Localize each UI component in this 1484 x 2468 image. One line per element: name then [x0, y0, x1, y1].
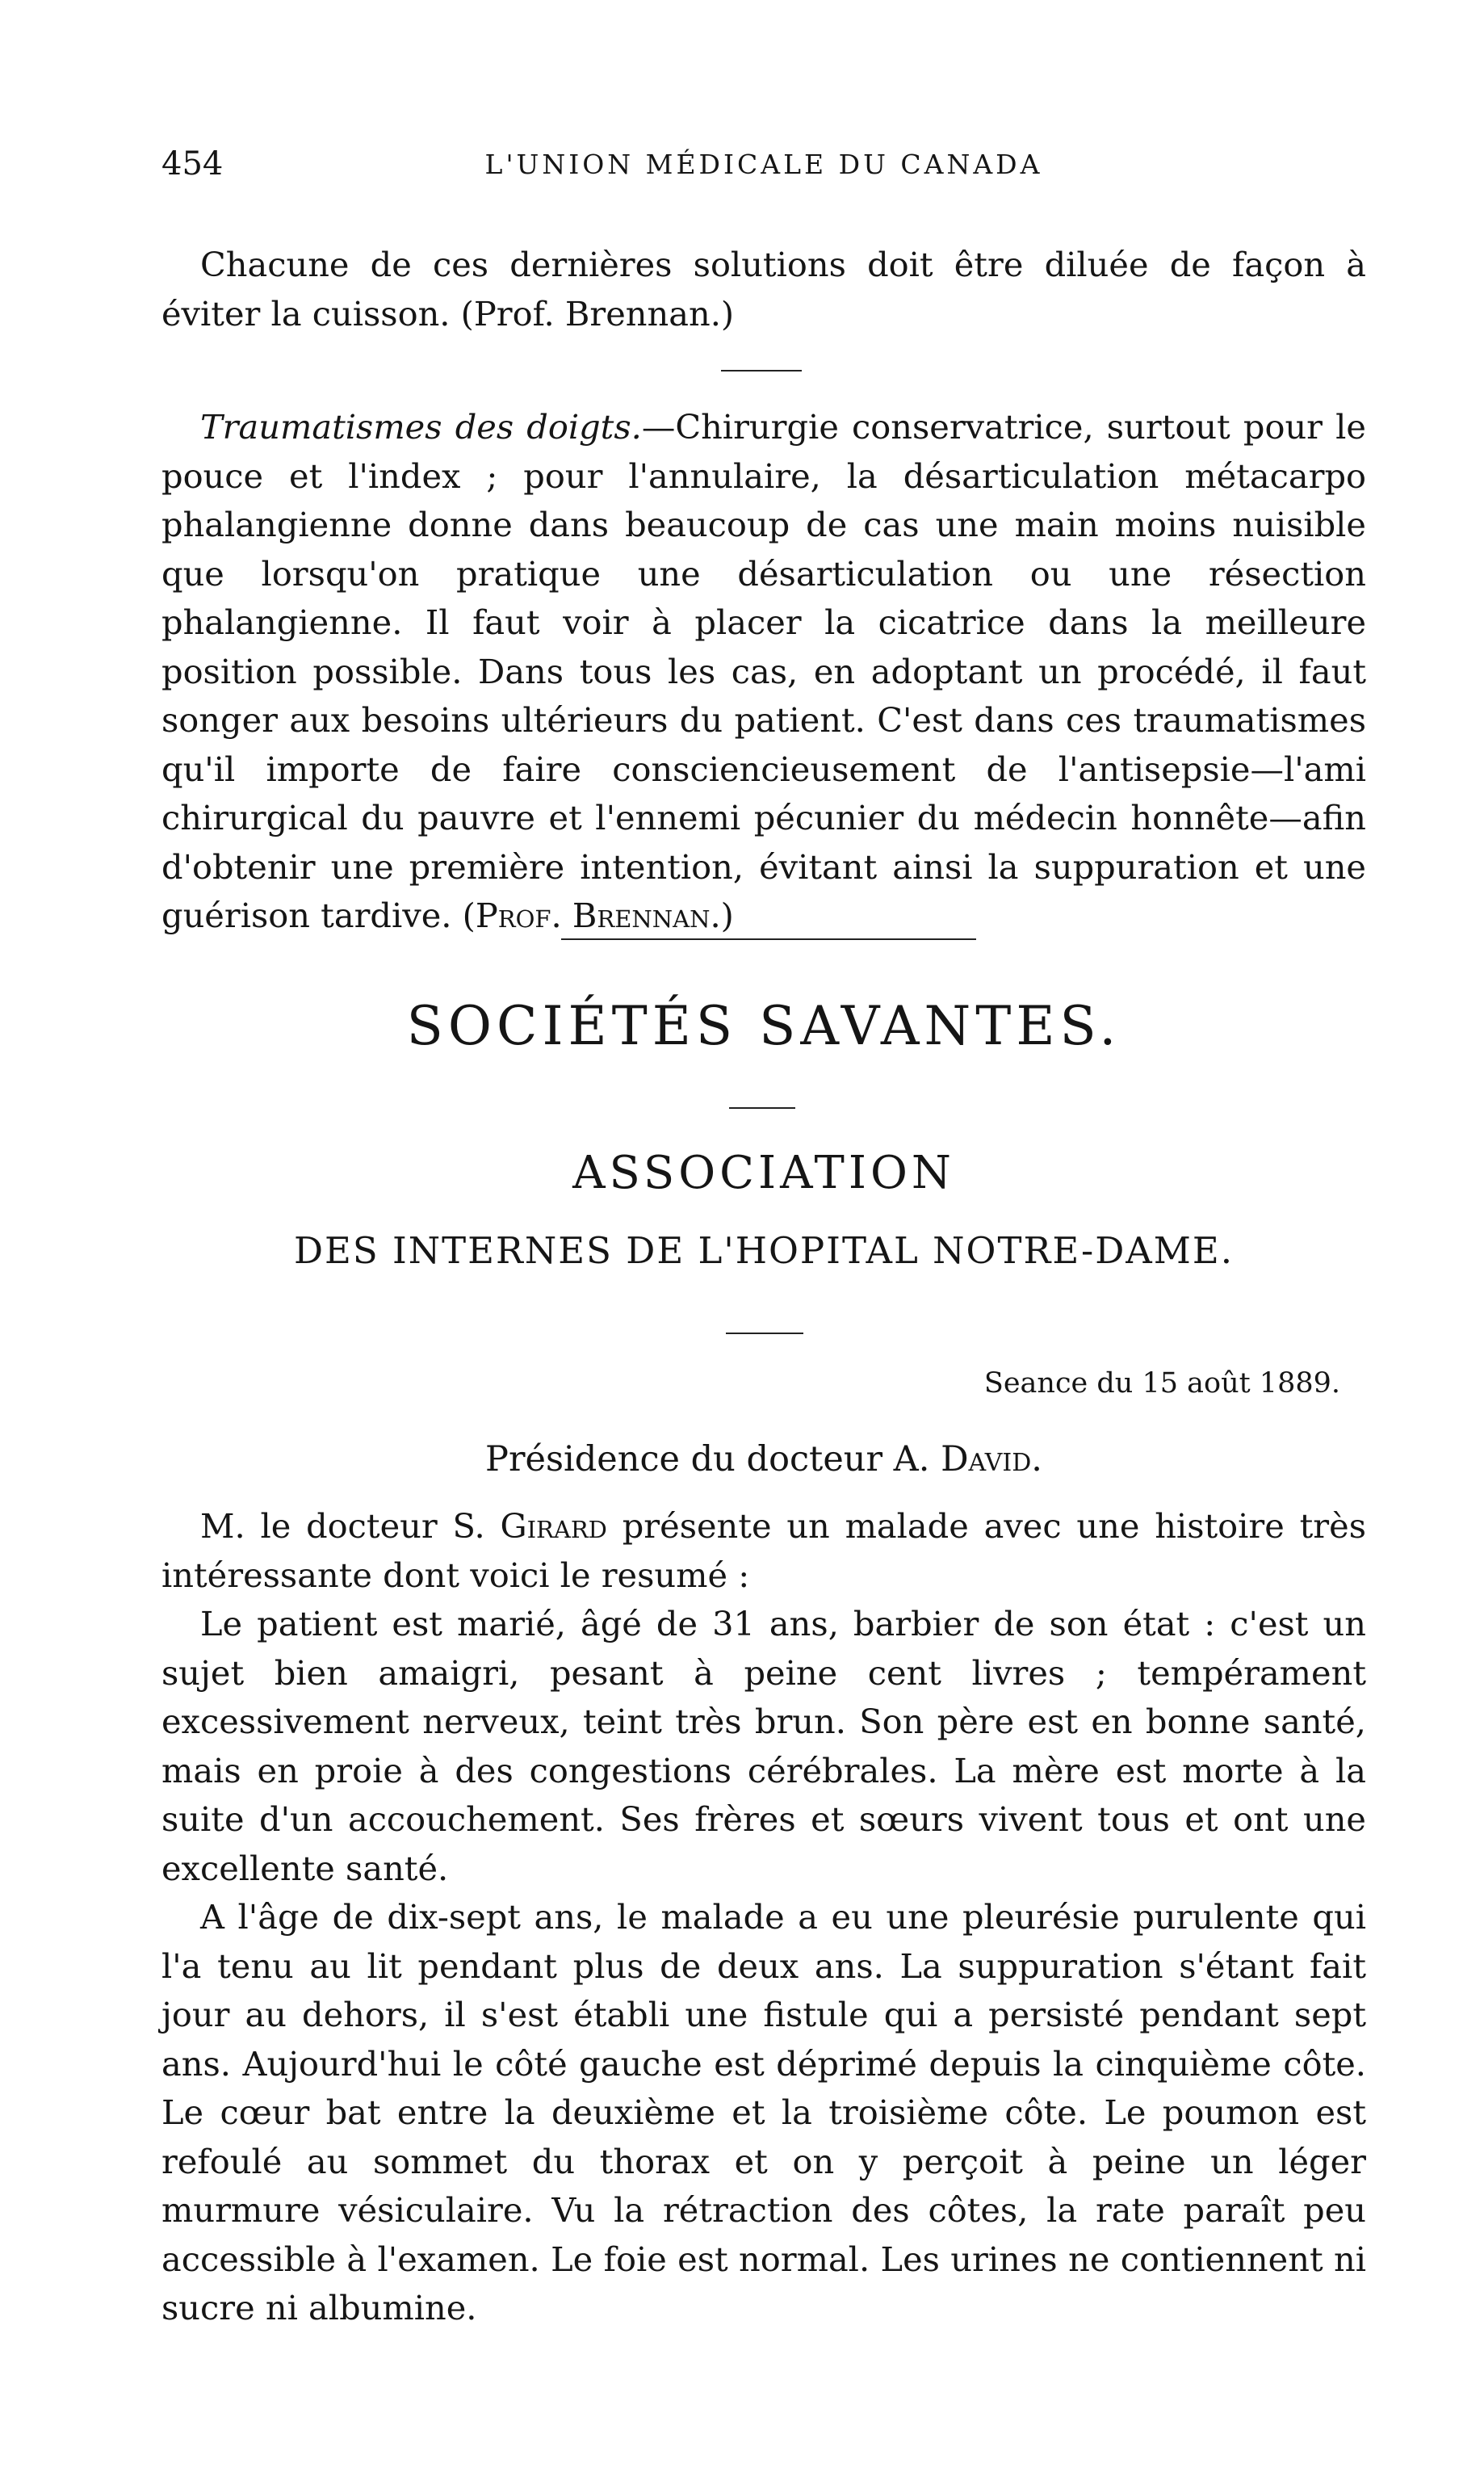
- section-subtitle-2: DES INTERNES DE L'HOPITAL NOTRE-DAME.: [293, 1229, 1235, 1272]
- subtitle-divider: [726, 1333, 803, 1334]
- section-title: SOCIÉTÉS SAVANTES.: [406, 995, 1121, 1057]
- running-head: L'UNION MÉDICALE DU CANADA: [484, 149, 1043, 180]
- traumatismes-signature: (Prof. Brennan.): [462, 896, 734, 935]
- presidence-prefix: Présidence du docteur A.: [485, 1439, 941, 1480]
- continuation-paragraph-block: [161, 241, 1366, 338]
- report-p1-prefix: M. le docteur S.: [200, 1506, 501, 1546]
- section-subtitle: ASSOCIATION: [572, 1147, 955, 1199]
- report-paragraph-3: A l'âge de dix-sept ans, le malade a eu une pleurésie purulente qui l'a tenu au lit pendant plus de deux ans. La suppuration s'étant fait jour au dehors, il s'est établi une fistule qui a persisté pendant sept ans. Aujourd'hui le côté gauche est déprimé depuis la cinquième côte. Le cœur bat entre la deuxième et la troisième côte. Le poumon est refoulé au sommet du thorax et on y perçoit à peine un léger murmure vésiculaire. Vu la rétraction des côtes, la rate paraît peu accessible à l'examen. Le foie est normal. Les urines ne contiennent ni sucre ni albumine.: [161, 1897, 1366, 2327]
- traumatismes-paragraph: [161, 403, 1366, 941]
- report-p1-text: présente un malade avec une histoire très intéressante dont voici le resumé :: [161, 1506, 1366, 1595]
- page-header: [161, 145, 1366, 194]
- traumatismes-heading: Traumatismes des doigts.: [200, 407, 642, 447]
- report-p1-name: Girard: [500, 1506, 607, 1546]
- traumatismes-text: —Chirurgie conservatrice, surtout pour le pouce et l'index ; pour l'annulaire, la désarticulation métacarpo phalangienne donne dans beaucoup de cas une main moins nuisible que lorsqu'on pratique une désarticulation ou une résection phalangienne. Il faut voir à placer la cicatrice dans la meilleure position possible. Dans tous les cas, en adoptant un procédé, il faut songer aux besoins ultérieurs du patient. C'est dans ces traumatismes qu'il importe de faire consciencieusement de l'antisepsie—l'ami chirurgical du pauvre et l'ennemi pécunier du médecin honnête—afin d'obtenir une première intention, évitant ainsi la suppuration et une guérison tardive.: [161, 407, 1366, 935]
- report-paragraph-1: [161, 1502, 1366, 1600]
- seance-date: Seance du 15 août 1889.: [983, 1367, 1340, 1400]
- short-divider: [721, 370, 802, 371]
- continuation-paragraph: Chacune de ces dernières solutions doit être diluée de façon à éviter la cuisson. (Prof. Brennan.): [161, 245, 1366, 334]
- presidence-name: David.: [941, 1439, 1042, 1480]
- page-number: 454: [161, 145, 224, 183]
- traumatismes-block: [161, 403, 1366, 941]
- report-paragraph-2: Le patient est marié, âgé de 31 ans, barbier de son état : c'est un sujet bien amaigri, pesant à peine cent livres ; tempérament excessivement nerveux, teint très brun. Son père est en bonne santé, mais en proie à des congestions cérébrales. La mère est morte à la suite d'un accouchement. Ses frères et sœurs vivent tous et ont une excellente santé.: [161, 1604, 1366, 1888]
- title-divider: [729, 1107, 795, 1109]
- section-divider: [561, 938, 976, 940]
- report-block: [161, 1502, 1366, 2333]
- presidence-line: [161, 1439, 1366, 1480]
